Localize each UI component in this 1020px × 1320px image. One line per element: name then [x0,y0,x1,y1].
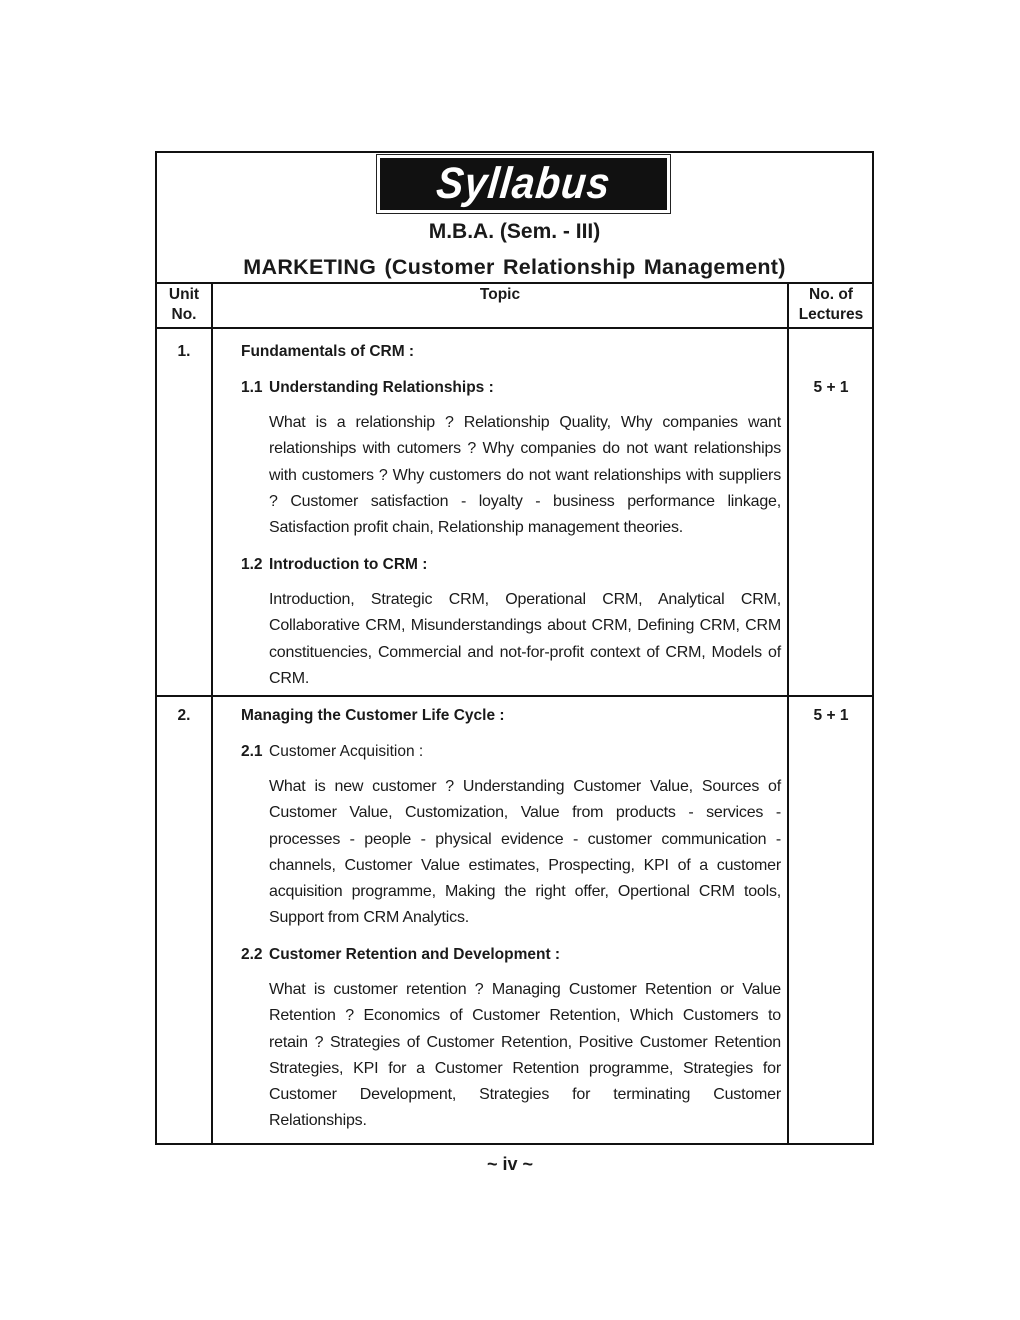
syllabus-table [155,151,874,1145]
syllabus-header [157,153,872,282]
section-title: Customer Acquisition : [269,743,424,760]
section-heading [241,379,494,397]
lecture-count: 5 + 1 [813,379,849,396]
section-title: Customer Retention and Development : [269,946,561,963]
section-number: 1.1 [241,379,263,396]
section-body: Introduction, Strategic CRM, Operational CRM, Analytical CRM, Collaborative CRM, Misunderstandings about CRM, Defining CRM, CRM constituencies, Commercial and not-for-profit context of CRM, Models of CRM. [269,591,781,687]
unit-divider [157,695,872,697]
section-body: What is a relationship ? Relationship Quality, Why companies want relationships with cutomers ? Why companies do not want relationships with customers ? Why customers do not want relationships with suppliers ? Customer satisfaction - loyalty - business performance linkage, Satisfaction profit chain, Relationship management theories. [269,414,781,537]
unit-header-line1: Unit [168,286,200,303]
section-number: 1.2 [241,556,263,573]
section-body: What is customer retention ? Managing Customer Retention or Value Retention ? Economics of Customer Retention, Which Customers to retain ? Strategies of Customer Retention, Positive Customer Retention Strategies, KPI for a Customer Retention programme, Strategies for Customer Development, Strategies for terminating Customer Relationships. [269,981,781,1130]
section-title: Understanding Relationships : [269,379,494,396]
lectures-header-line2: Lectures [798,306,864,323]
logo-banner [380,158,667,210]
section-number: 2.1 [241,743,263,760]
unit-title: Managing the Customer Life Cycle : [241,707,505,724]
unit-number: 1. [177,343,191,360]
section-heading [241,743,423,761]
section-body: What is new customer ? Understanding Customer Value, Sources of Customer Value, Customization, Value from products - services - processes - people - physical evidence - customer communication - channels, Customer Value estimates, Prospecting, KPI of a customer acquisition programme, Making the right offer, Opertional CRM tools, Support from CRM Analytics. [269,778,781,927]
column-header-lectures [789,285,873,325]
syllabus-logo [376,154,671,214]
page-number: ~ iv ~ [486,1154,534,1174]
column-header-topic [213,285,787,305]
header-divider [157,282,872,284]
course-title: MARKETING (Customer Relationship Management) [243,255,786,279]
course-subtitle: M.B.A. (Sem. - III) [428,220,601,243]
column-header-unit [157,285,211,325]
section-heading [241,946,560,964]
unit-header-line2: No. [171,306,197,323]
unit-column-divider [211,284,213,1143]
topic-header: Topic [479,286,521,303]
section-heading [241,556,427,574]
section-title: Introduction to CRM : [269,556,428,573]
column-header-divider [157,327,872,329]
lectures-header-line1: No. of [809,286,853,303]
section-number: 2.2 [241,946,263,963]
lecture-count: 5 + 1 [813,707,849,724]
unit-number: 2. [177,707,191,724]
unit-title: Fundamentals of CRM : [241,343,415,360]
logo-text: Syllabus [434,159,613,208]
